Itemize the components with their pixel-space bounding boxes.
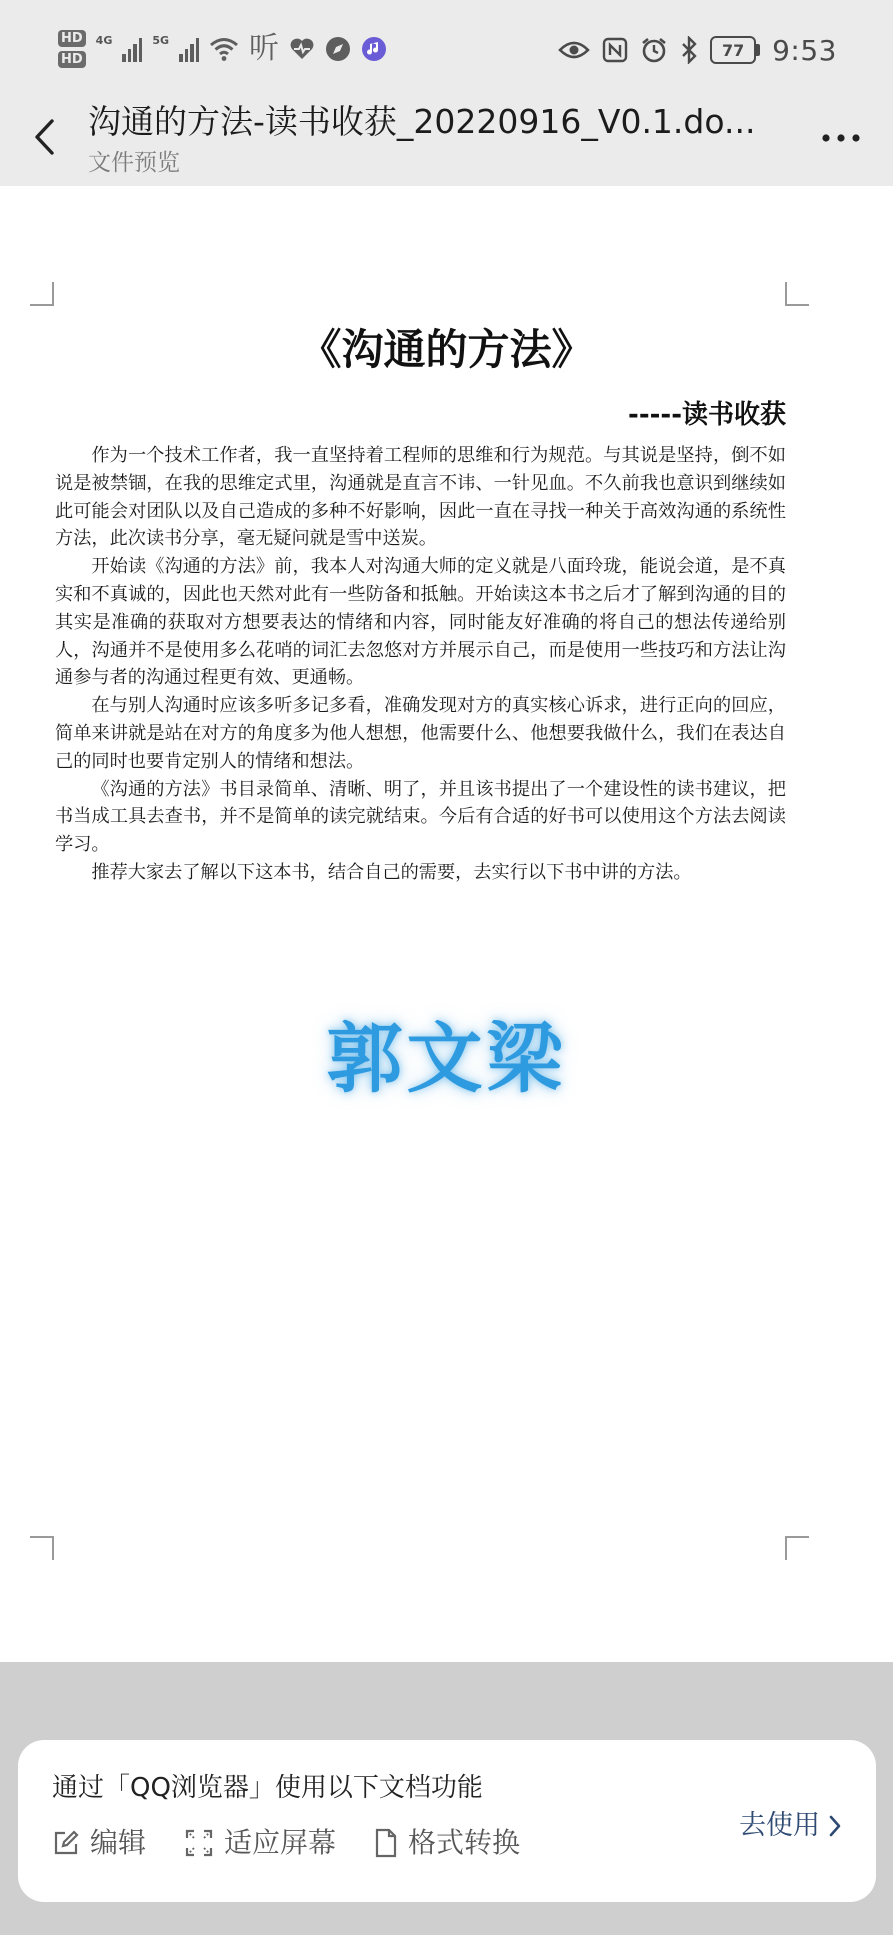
network-4g-label: 4G: [95, 34, 113, 47]
bluetooth-icon: [680, 36, 698, 64]
nfc-icon: [602, 37, 628, 63]
compass-icon: [325, 36, 351, 62]
paragraph: 作为一个技术工作者，我一直坚持着工程师的思维和行为规范。与其说是坚持，倒不如说是被禁锢，在我的思维定式里，沟通就是直言不讳、一针见血。不久前我也意识到继续如此可能会对团队以及自己造成的多种不好影响，因此一直在寻找一种关于高效沟通的系统性方法，此次读书分享，毫无疑问就是雪中送炭。: [55, 445, 786, 550]
edit-action[interactable]: [52, 1824, 146, 1862]
wifi-icon: [209, 36, 239, 62]
heart-icon: [289, 37, 315, 61]
network-5g-label: 5G: [152, 34, 170, 47]
edit-label: 编辑: [90, 1826, 147, 1859]
go-use-label: 去使用: [739, 1810, 820, 1841]
document-filename: 沟通的方法-读书收获_20220916_V0.1.do...: [88, 102, 756, 141]
hd-badge: HD: [58, 51, 86, 68]
back-button[interactable]: [24, 114, 64, 160]
page-corner-mark: [785, 1536, 809, 1560]
battery-level: 77: [710, 36, 756, 64]
paragraph: 《沟通的方法》书目录简单、清晰、明了，并且该书提出了一个建设性的读书建议，把书当成工具去查书，并不是简单的读完就结束。今后有合适的好书可以使用这个方法去阅读学习。: [55, 778, 786, 856]
document-subtitle: -----读书收获: [628, 400, 786, 430]
promo-text: 通过「QQ浏览器」使用以下文档功能: [52, 1773, 483, 1803]
fit-screen-icon: [184, 1828, 214, 1858]
eye-icon: [558, 39, 590, 61]
status-right: [558, 30, 837, 70]
hd-badge: HD: [58, 30, 86, 47]
alarm-icon: [640, 36, 668, 64]
author-watermark: 郭文梁: [326, 1014, 567, 1103]
title-bar: [0, 96, 893, 186]
fit-screen-action[interactable]: [184, 1824, 336, 1862]
status-left: [58, 28, 387, 70]
music-icon: [361, 36, 387, 62]
chevron-right-icon: [828, 1814, 842, 1838]
paragraph: 在与别人沟通时应该多听多记多看，准确发现对方的真实核心诉求，进行正向的回应，简单来讲就是站在对方的角度多为他人想想，他需要什么、他想要我做什么，我们在表达自己的同时也要肯定别人的情绪和想法。: [55, 695, 786, 772]
signal-icon: [122, 36, 142, 62]
hd-badges: [58, 30, 86, 68]
more-icon: [821, 133, 861, 143]
go-use-button[interactable]: [739, 1806, 842, 1846]
page-corner-mark: [30, 282, 54, 306]
file-preview-label: 文件预览: [88, 150, 180, 176]
battery-icon: [710, 36, 760, 64]
status-time: 9:53: [772, 33, 837, 67]
bottom-panel: [0, 1662, 893, 1935]
file-icon: [374, 1828, 398, 1858]
qq-browser-promo-card: [18, 1740, 876, 1902]
status-bar: [0, 0, 893, 96]
paragraph: 开始读《沟通的方法》前，我本人对沟通大师的定义就是八面玲珑，能说会道，是不真实和不真诚的，因此也天然对此有一些防备和抵触。开始读这本书之后才了解到沟通的目的其实是准确的获取对方想要表达的情绪和内容，同时能友好准确的将自己的想法传递给别人，沟通并不是使用多么花哨的词汇去忽悠对方并展示自己，而是使用一些技巧和方法让沟通参与者的沟通过程更有效、更通畅。: [55, 556, 786, 689]
format-convert-action[interactable]: [374, 1824, 520, 1862]
signal-icon: [179, 36, 199, 62]
promo-actions: [52, 1824, 520, 1862]
chevron-left-icon: [33, 118, 55, 156]
page-corner-mark: [30, 1536, 54, 1560]
document-page[interactable]: [0, 186, 893, 1662]
format-convert-label: 格式转换: [408, 1826, 521, 1859]
more-options-button[interactable]: [817, 118, 865, 158]
paragraph: 推荐大家去了解以下这本书，结合自己的需要，去实行以下书中讲的方法。: [91, 861, 692, 883]
document-body: [55, 442, 786, 887]
fit-screen-label: 适应屏幕: [224, 1826, 337, 1859]
page-corner-mark: [785, 282, 809, 306]
listen-icon: 听: [249, 31, 280, 66]
edit-icon: [52, 1829, 80, 1857]
document-title: 《沟通的方法》: [299, 325, 594, 374]
